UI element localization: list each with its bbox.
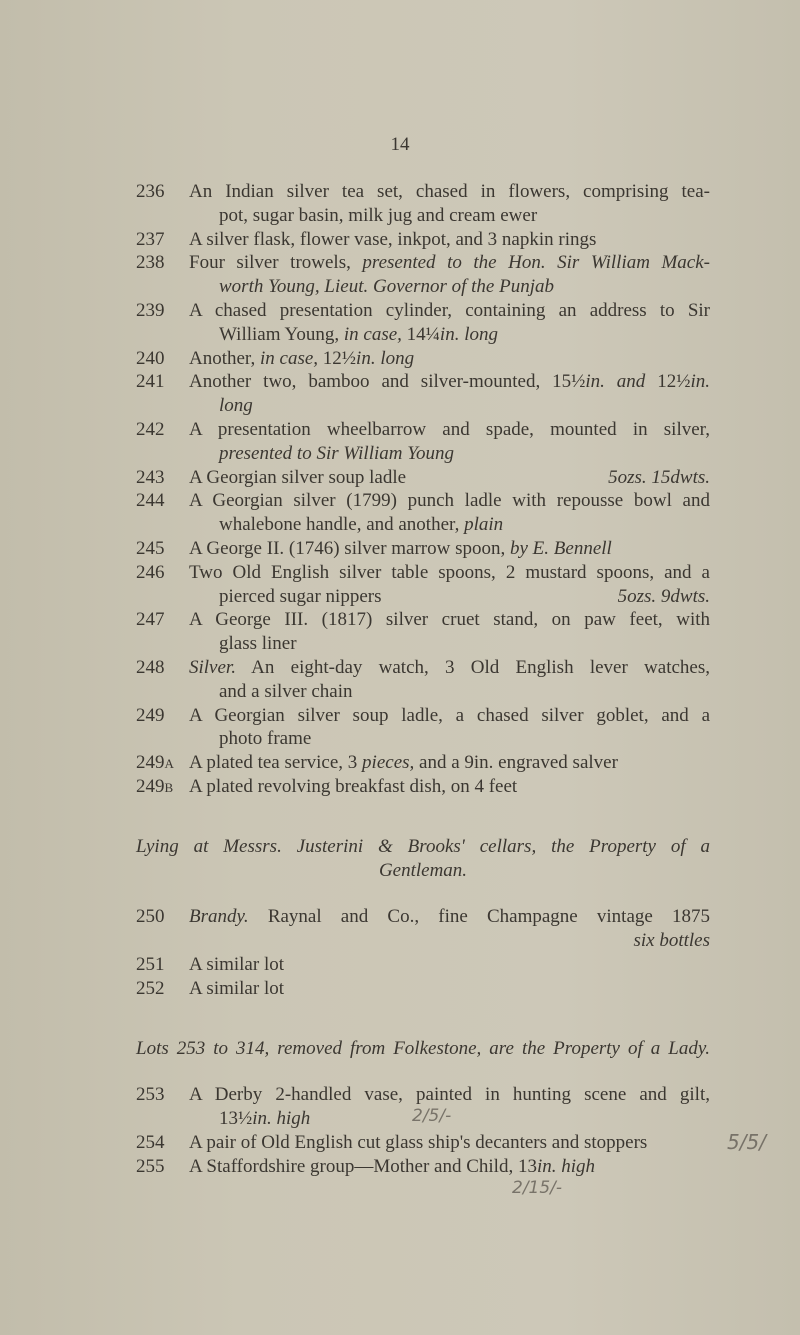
lot-description	[189, 751, 710, 775]
lot-list	[0, 180, 800, 1178]
description-segment: in case,	[260, 347, 319, 369]
lot-number	[136, 751, 174, 776]
lot-number-value: 247	[136, 609, 165, 631]
lot-description	[219, 275, 710, 299]
lot-description	[189, 251, 710, 275]
lot-entry	[0, 489, 800, 537]
lot-line	[0, 204, 800, 228]
lot-entry	[0, 751, 800, 775]
lot-number	[136, 299, 165, 323]
description-segment: A presentation wheelbarrow and spade, mounted in silver,	[189, 418, 710, 440]
lot-line	[0, 751, 800, 775]
heading-line	[0, 859, 800, 883]
description-segment: and a silver chain	[219, 680, 353, 702]
description-segment: Silver.	[189, 656, 236, 678]
description-segment: pot, sugar basin, milk jug and cream ewer	[219, 204, 538, 226]
lot-description	[189, 537, 710, 561]
lot-number	[136, 489, 165, 513]
lot-number	[136, 905, 165, 929]
lot-entry	[0, 537, 800, 561]
lot-line	[0, 513, 800, 537]
lot-description	[189, 370, 710, 394]
lot-line	[0, 180, 800, 204]
lot-number-value: 242	[136, 418, 165, 440]
description-segment: worth Young, Lieut. Governor of the Punjab	[219, 276, 554, 298]
description-segment: in. and	[585, 371, 646, 393]
lot-description	[219, 632, 710, 656]
lot-number	[136, 1131, 165, 1155]
lot-line	[0, 323, 800, 347]
lot-description	[219, 394, 710, 418]
lot-description	[219, 204, 710, 228]
description-segment: A plated revolving breakfast dish, on 4 feet	[189, 775, 518, 797]
lot-number-value: 248	[136, 656, 165, 678]
lot-description	[189, 704, 710, 728]
lot-number-suffix: A	[164, 756, 174, 772]
description-segment: in. long	[439, 323, 498, 345]
lot-number-value: 236	[136, 181, 165, 202]
lot-entry	[0, 656, 800, 704]
lot-entry	[0, 418, 800, 466]
description-segment: 14¼	[401, 323, 440, 345]
description-segment: A similar lot	[189, 953, 284, 975]
description-segment: by E. Bennell	[510, 537, 612, 559]
lot-number-value: 238	[136, 252, 165, 274]
lot-description	[189, 1155, 710, 1179]
lot-number-value: 240	[136, 347, 165, 369]
lot-number	[136, 1083, 165, 1107]
description-segment: A Staffordshire group—Mother and Child, 13	[189, 1155, 537, 1177]
catalogue-section	[0, 1037, 800, 1179]
lot-entry	[0, 561, 800, 609]
heading-line	[0, 1037, 800, 1061]
lot-line	[0, 632, 800, 656]
lot-weight-note: 5ozs. 15dwts.	[608, 466, 710, 488]
lot-line	[0, 775, 800, 799]
description-segment: in case,	[343, 323, 402, 345]
description-segment: 13½	[219, 1108, 253, 1130]
description-segment: glass liner	[219, 633, 297, 655]
lot-description	[189, 299, 710, 323]
lot-number	[136, 180, 165, 204]
lot-entry	[0, 466, 800, 490]
lot-line	[0, 585, 800, 609]
lot-line	[0, 418, 800, 442]
lot-description	[219, 442, 710, 466]
lot-line	[0, 275, 800, 299]
description-segment: A plated tea service, 3	[189, 752, 363, 774]
lot-entry	[0, 953, 800, 977]
description-segment: A Derby 2-handled vase, painted in hunting scene and gilt,	[189, 1084, 710, 1106]
lot-description	[189, 1083, 710, 1107]
lot-line	[0, 1107, 800, 1131]
lot-number-value: 249	[136, 752, 165, 774]
description-segment: Another two, bamboo and silver-mounted, 15½	[189, 371, 586, 393]
lot-line	[0, 299, 800, 323]
description-segment: Four silver trowels,	[189, 252, 363, 274]
description-segment: Another,	[189, 347, 260, 369]
catalogue-section	[0, 835, 800, 1001]
lot-description	[189, 953, 710, 977]
lot-line	[0, 929, 800, 953]
lot-line	[0, 561, 800, 585]
lot-number	[136, 561, 165, 585]
lot-line	[0, 727, 800, 751]
lot-weight-note: six bottles	[633, 930, 710, 952]
lot-entry	[0, 180, 800, 228]
lot-number-value: 254	[136, 1131, 165, 1153]
description-segment: An Indian silver tea set, chased in flowers, comprising tea-	[189, 181, 710, 202]
lot-number-value: 255	[136, 1155, 165, 1177]
lot-description	[189, 228, 710, 252]
description-segment: Brandy.	[189, 906, 249, 928]
lot-number-value: 251	[136, 953, 165, 975]
lot-number	[136, 466, 165, 490]
heading-text: Gentleman.	[378, 859, 468, 881]
lot-description	[189, 418, 710, 442]
lot-entry	[0, 370, 800, 418]
lot-line	[0, 442, 800, 466]
lot-entry	[0, 251, 800, 299]
catalogue-section	[0, 180, 800, 799]
description-segment: An eight-day watch, 3 Old English lever watches,	[235, 656, 710, 678]
handwritten-price-254: 5/5/	[727, 1130, 766, 1154]
description-segment: A pair of Old English cut glass ship's decanters and stoppers	[189, 1131, 648, 1153]
lot-line	[0, 977, 800, 1001]
lot-number	[136, 977, 165, 1001]
description-segment: 12½	[318, 347, 357, 369]
lot-number-value: 246	[136, 561, 165, 583]
lot-number	[136, 775, 173, 800]
description-segment: A George III. (1817) silver cruet stand, on paw feet, with	[189, 609, 710, 631]
lot-number-value: 249	[136, 704, 165, 726]
lot-number-value: 237	[136, 228, 165, 250]
lot-entry	[0, 299, 800, 347]
description-segment: and a 9in. engraved salver	[414, 752, 618, 774]
description-segment: in. long	[356, 347, 415, 369]
description-segment: A Georgian silver (1799) punch ladle with repousse bowl and	[189, 490, 710, 512]
lot-description	[219, 513, 710, 537]
lot-line	[0, 656, 800, 680]
handwritten-price-253: 2/5/-	[412, 1106, 452, 1126]
lot-description	[189, 775, 710, 799]
description-segment: Raynal and Co., fine Champagne vintage 1875	[248, 906, 710, 928]
lot-line	[0, 905, 800, 929]
description-segment: whalebone handle, and another,	[219, 514, 465, 536]
lot-number	[136, 608, 165, 632]
lot-description	[189, 347, 710, 371]
lot-description	[219, 727, 710, 751]
lot-description	[219, 323, 710, 347]
lot-description	[219, 680, 710, 704]
description-segment: A Georgian silver soup ladle	[189, 466, 407, 488]
heading-text: Lots 253 to 314, removed from Folkestone, are the Property of a Lady.	[136, 1037, 710, 1059]
description-segment: A similar lot	[189, 977, 284, 999]
lot-description	[189, 608, 710, 632]
description-segment: presented to Sir William Young	[219, 442, 455, 464]
description-segment: A chased presentation cylinder, containing an address to Sir	[189, 299, 710, 321]
lot-number-suffix: B	[164, 779, 174, 795]
lot-line	[0, 466, 800, 490]
lot-line	[0, 1155, 800, 1179]
lot-number-value: 244	[136, 490, 165, 512]
lot-entry	[0, 977, 800, 1001]
description-segment: pierced sugar nippers	[219, 585, 382, 607]
lot-number	[136, 1155, 165, 1179]
lot-number-value: 243	[136, 466, 165, 488]
description-segment: 12½	[645, 371, 691, 393]
lot-description	[189, 561, 710, 585]
lot-number-value: 253	[136, 1084, 165, 1106]
lot-description	[219, 1107, 710, 1131]
handwritten-price-255: 2/15/-	[512, 1178, 563, 1198]
lot-number	[136, 418, 165, 442]
lot-number	[136, 251, 165, 275]
lot-entry	[0, 905, 800, 953]
page-number: 14	[390, 134, 410, 155]
lot-line	[0, 370, 800, 394]
lot-number	[136, 704, 165, 728]
lot-description	[189, 1131, 710, 1155]
description-segment: Two Old English silver table spoons, 2 mustard spoons, and a	[189, 561, 710, 583]
lot-number	[136, 370, 165, 394]
lot-line	[0, 1131, 800, 1155]
lot-number	[136, 537, 165, 561]
lot-entry	[0, 347, 800, 371]
heading-line	[0, 835, 800, 859]
lot-entry	[0, 704, 800, 752]
description-segment: presented to the Hon. Sir William Mack-	[362, 252, 710, 274]
description-segment: A silver flask, flower vase, inkpot, and 3 napkin rings	[189, 228, 597, 250]
description-segment: long	[219, 395, 253, 417]
lot-entry	[0, 1083, 800, 1131]
lot-number	[136, 347, 165, 371]
description-segment: William Young,	[219, 323, 344, 345]
lot-line	[0, 394, 800, 418]
lot-line	[0, 680, 800, 704]
lot-entry	[0, 775, 800, 799]
description-segment: in. high	[536, 1155, 596, 1177]
lot-description	[189, 489, 710, 513]
section-heading	[0, 835, 800, 883]
description-segment: A Georgian silver soup ladle, a chased silver goblet, and a	[189, 704, 710, 726]
lot-number	[136, 228, 165, 252]
lot-number-value: 239	[136, 299, 165, 321]
description-segment: in.	[690, 371, 711, 393]
lot-line	[0, 953, 800, 977]
lot-number	[136, 656, 165, 680]
lot-number-value: 252	[136, 977, 165, 999]
lot-line	[0, 1083, 800, 1107]
description-segment: pieces,	[362, 752, 415, 774]
lot-line	[0, 489, 800, 513]
lot-line	[0, 251, 800, 275]
lot-number-value: 249	[136, 775, 165, 797]
lot-line	[0, 228, 800, 252]
lot-line	[0, 347, 800, 371]
description-segment: in. high	[252, 1108, 311, 1130]
section-heading	[0, 1037, 800, 1061]
lot-description	[189, 977, 710, 1001]
lot-number-value: 250	[136, 906, 165, 928]
lot-number-value: 245	[136, 537, 165, 559]
lot-description	[189, 905, 710, 929]
lot-line	[0, 608, 800, 632]
lot-line	[0, 537, 800, 561]
lot-number	[136, 953, 165, 977]
lot-entry	[0, 1155, 800, 1179]
lot-weight-note: 5ozs. 9dwts.	[617, 585, 710, 607]
description-segment: A George II. (1746) silver marrow spoon,	[189, 537, 510, 559]
lot-entry	[0, 228, 800, 252]
description-segment: photo frame	[219, 728, 312, 750]
description-segment: plain	[464, 514, 504, 536]
lot-description	[189, 180, 710, 204]
lot-entry	[0, 608, 800, 656]
heading-text: Lying at Messrs. Justerini & Brooks' cellars, the Property of a	[136, 835, 710, 857]
lot-entry	[0, 1131, 800, 1155]
lot-description	[189, 656, 710, 680]
lot-number-value: 241	[136, 371, 165, 393]
lot-line	[0, 704, 800, 728]
